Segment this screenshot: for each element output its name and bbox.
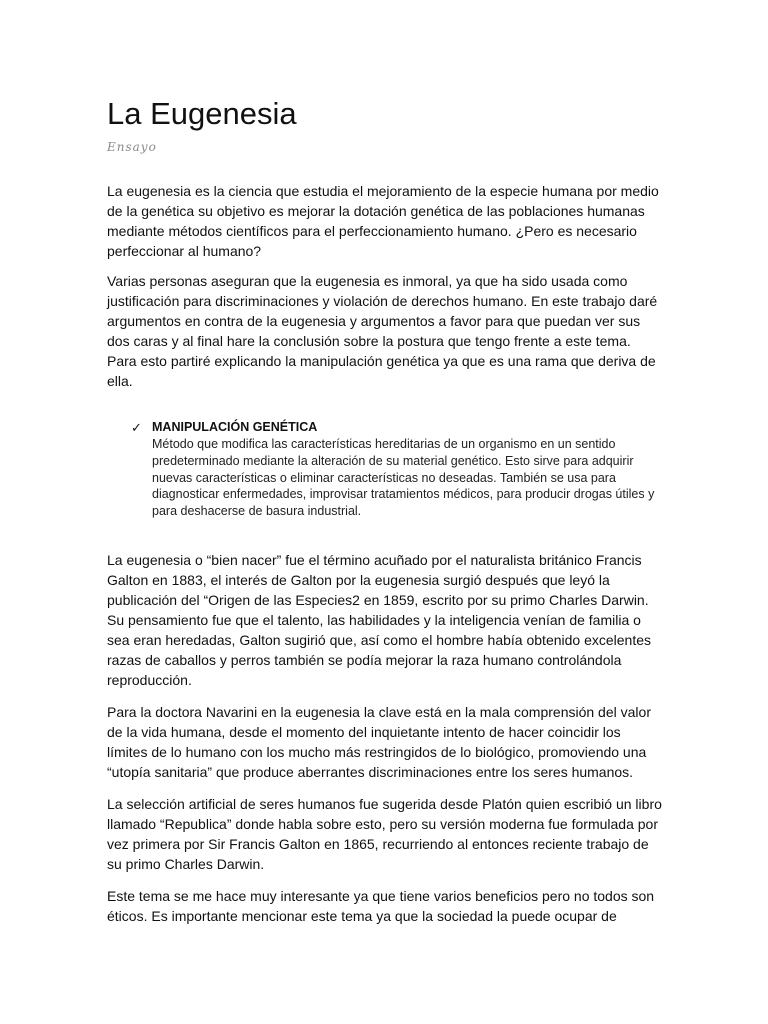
paragraph-intro: La eugenesia es la ciencia que estudia el mejoramiento de la especie humana por medio de la genética su objetivo es mejorar la dotación genética de las poblaciones humanas mediante métodos científicos para el perfeccionamiento humano. ¿Pero es necesario perfeccionar al humano? [107,183,659,259]
bullet-content [152,419,663,520]
bullet-item-genetic-manipulation [131,419,663,520]
document-page [107,95,663,926]
paragraph-history: La eugenesia o “bien nacer” fue el término acuñado por el naturalista británico Francis Galton en 1883, el interés de Galton por la eugenesia surgió después que leyó la publicación del “Origen de las Especies2 en 1859, escrito por su primo Charles Darwin. Su pensamiento fue que el talento, las habilidades y la inteligencia venían de familia o sea eran heredadas, Galton sugirió que, así como el hombre había obtenido excelentes razas de caballos y perros también se podía mejorar la raza humano controlándola reproducción. [107,551,652,688]
paragraph-opinion: Este tema se me hace muy interesante ya que tiene varios beneficios pero no todos son éticos. Es importante mencionar este tema ya que la sociedad la puede ocupar de [107,887,655,924]
bullet-text: Método que modifica las características hereditarias de un organismo en un sentido predeterminado mediante la alteración de su material genético. Esto sirve para adquirir nuevas características o eliminar características no deseadas. También se usa para diagnosticar enfermedades, improvisar tratamientos médicos, para producir drogas útiles y para deshacerse de basura industrial. [152,437,655,519]
bullet-heading: MANIPULACIÓN GENÉTICA [152,420,318,434]
paragraph-thesis: Varias personas aseguran que la eugenesia es inmoral, ya que ha sido usada como justificación para discriminaciones y violación de derechos humano. En este trabajo daré argumentos en contra de la eugenesia y argumentos a favor para que puedan ver sus dos caras y al final hare la conclusión sobre la postura que tengo frente a este tema. Para esto partiré explicando la manipulación genética ya que es una rama que deriva de ella. [107,273,658,389]
paragraph-navarini: Para la doctora Navarini en la eugenesia la clave está en la mala comprensión del valor de la vida humana, desde el momento del inquietante intento de hacer coincidir los límites de lo humano con los mucho más restringidos de lo biológico, promoviendo una “utopía sanitaria” que produce aberrantes discriminaciones entre los seres humanos. [107,703,651,780]
document-subtitle: Ensayo [107,140,157,154]
paragraph-plato: La selección artificial de seres humanos fue sugerida desde Platón quien escribió un libro llamado “Republica” donde habla sobre esto, pero su versión moderna fue formulada por vez primera por Sir Francis Galton en 1865, recurriendo al entonces reciente trabajo de su primo Charles Darwin. [107,795,662,872]
document-title: La Eugenesia [107,96,297,131]
checkmark-icon: ✓ [131,420,142,435]
